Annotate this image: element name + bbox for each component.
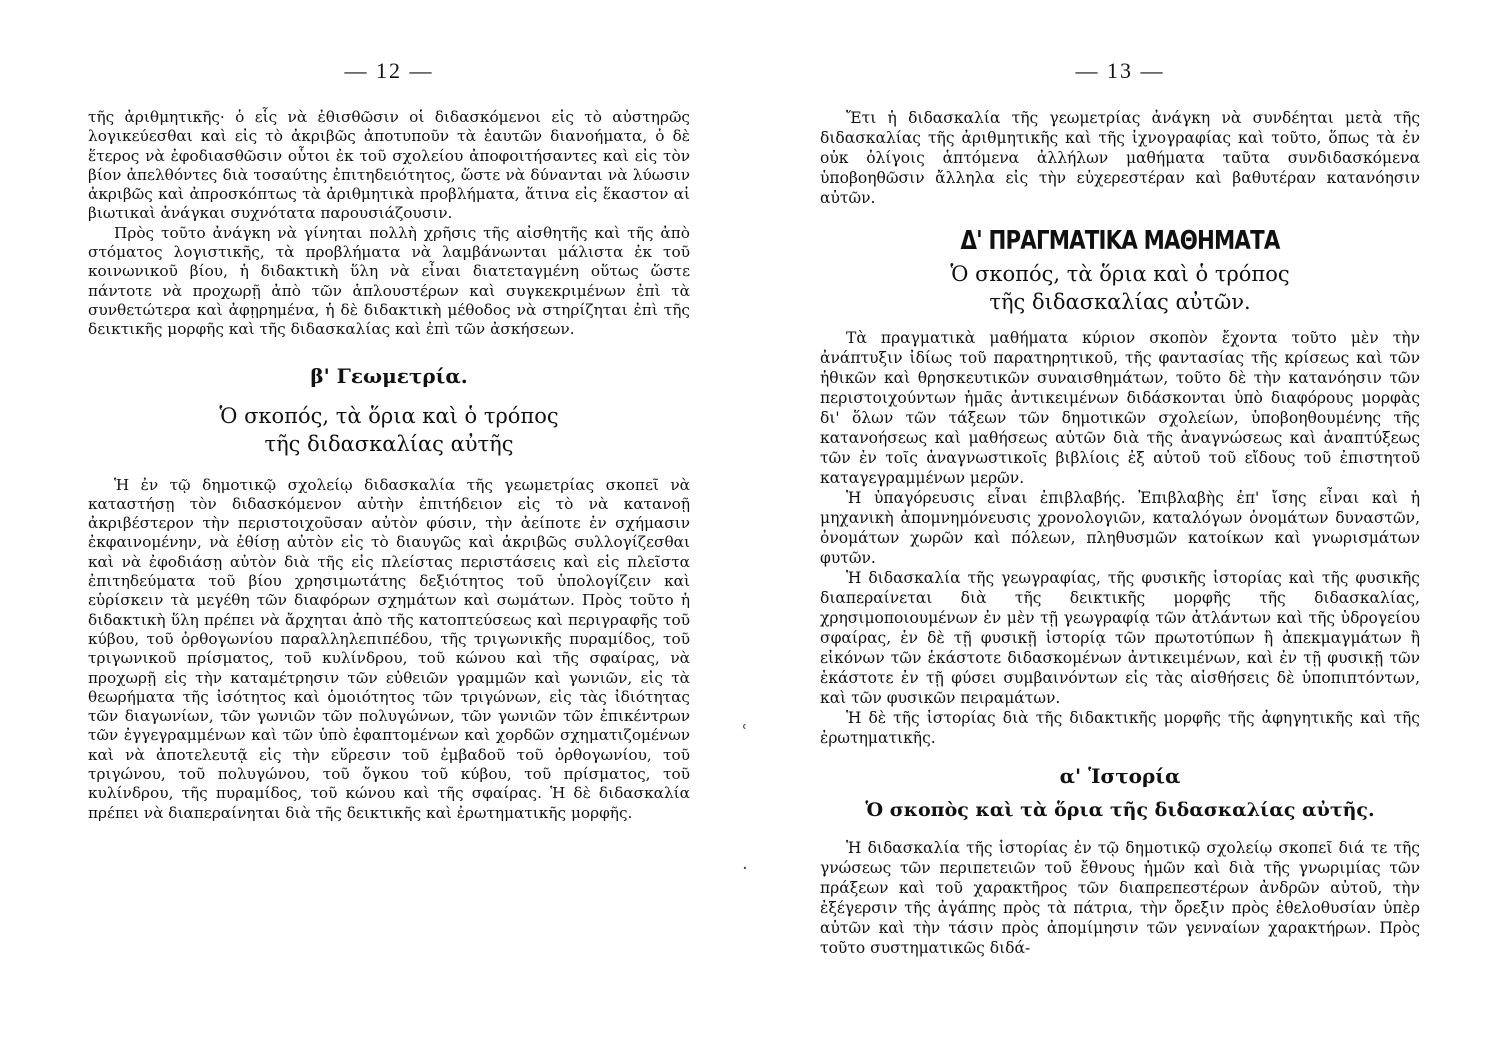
page-gutter: ʿ · bbox=[742, 722, 748, 879]
major-section-heading: Δ' ΠΡΑΓΜΑΤΙΚΑ ΜΑΘΗΜΑΤΑ bbox=[960, 226, 1280, 256]
right-page bbox=[750, 0, 1500, 1057]
right-paragraph-3: Ἡ ὑπαγόρευσις εἶναι ἐπιβλαβής. Ἐπιβλαβὴς ἐπ' ἴσης εἶναι καὶ ἡ μηχανικὴ ἀπομνημόνευσις χρονολογιῶν, καταλόγων ὀνομάτων δυναστῶν, ὀνομάτων χωρῶν καὶ πόλεων, πληθυσμῶν κατοίκων καὶ γνωρισμάτων φυτῶν. bbox=[820, 489, 1420, 567]
right-paragraph-5: Ἡ δὲ τῆς ἱστορίας διὰ τῆς διδακτικῆς μορφῆς τῆς ἀφηγητικῆς καὶ τῆς ἐρωτηματικῆς. bbox=[820, 709, 1420, 747]
left-paragraph-2: Πρὸς τοῦτο ἀνάγκη νὰ γίνηται πολλὴ χρῆσις τῆς αἰσθητῆς καὶ τῆς ἀπὸ στόματος λογιστικῆς, τὰ προβλήματα νὰ λαμβάνωνται μάλιστα ἐκ τοῦ κοινωνικοῦ βίου, ἡ διδακτικὴ ὕλη νὰ εἶναι διατεταγμένη οὕτως ὥστε πάντοτε νὰ προχωρῇ ἀπὸ τῶν ἁπλουστέρων καὶ συγκεκριμένων ἐπὶ τὰ συνθετώτερα καὶ ἀφῃρημένα, ἡ δὲ διδακτικὴ μέθοδος νὰ στηρίζηται ἐπὶ τῆς δεικτικῆς μορφῆς καὶ τῆς διδασκαλίας καὶ ἐπὶ τῶν ἀσκήσεων. bbox=[88, 223, 690, 339]
right-paragraph-1: Ἔτι ἡ διδασκαλία τῆς γεωμετρίας ἀνάγκη νὰ συνδέηται μετὰ τῆς διδασκαλίας τῆς ἀριθμητικῆς καὶ τῆς ἰχνογραφίας καὶ τοῦτο, ὅπως τὰ ἐν οὐκ ὀλίγοις ἁπτόμενα ἀλλήλων μαθήματα ταῦτα συνδιδασκόμενα ὑποβοηθῶσιν ἄλληλα εἰς τὴν εὐχερεστέραν καὶ βαθυτέραν κατανόησιν αὐτῶν. bbox=[820, 109, 1420, 207]
history-subheading: Ὁ σκοπὸς καὶ τὰ ὅρια τῆς διδασκαλίας αὐτῆς. bbox=[865, 799, 1375, 821]
real-lessons-subheading-line-2: τῆς διδασκαλίας αὐτῶν. bbox=[989, 290, 1251, 314]
left-paragraph-1: τῆς ἀριθμητικῆς· ὁ εἷς νὰ ἐθισθῶσιν οἱ διδασκόμενοι εἰς τὸ αὐστηρῶς λογικεύεσθαι καὶ εἰς τὸ ἀκριβῶς ἀποτυποῦν τὰ ἑαυτῶν διανοήματα, ὁ δὲ ἕτερος νὰ ἐφοδιασθῶσιν οὗτοι ἐκ τοῦ σχολείου ἀποφοιτήσαντες καὶ εἰς τὸν βίον ἀπελθόντες διὰ τοσαύτης ἐπιτηδειότητος, ὥστε νὰ δύνανται νὰ λύωσιν ἀκριβῶς καὶ ἀπροσκόπτως τὰ ἀριθμητικὰ προβλήματα, ἅτινα εἰς ἕκαστον αἱ βιωτικαὶ ἀνάγκαι συχνότατα παρουσιάζουσιν. bbox=[88, 108, 690, 223]
geometry-subheading-line-2: τῆς διδασκαλίας αὐτῆς bbox=[264, 431, 514, 456]
real-lessons-subheading-line-1: Ὁ σκοπός, τὰ ὅρια καὶ ὁ τρόπος bbox=[950, 262, 1290, 286]
right-paragraph-4: Ἡ διδασκαλία τῆς γεωγραφίας, τῆς φυσικῆς ἱστορίας καὶ τῆς φυσικῆς διαπεραίνεται διὰ τῆς δεικτικῆς μορφῆς τῆς διδασκαλίας, χρησιμοποιουμένων ἐν μὲν τῇ γεωγραφίᾳ τῶν ἀτλάντων καὶ τῆς ὑδρογείου σφαίρας, ἐν δὲ τῇ φυσικῇ ἱστορίᾳ τῶν πρωτοτύπων ἢ ἀπεκμαγμάτων ἢ εἰκόνων τῶν ἑκάστοτε διδασκομένων ἀντικειμένων, καὶ ἐν τῇ φυσικῇ τῶν ἑκάστοτε ἐν τῇ φύσει συμβαινόντων εἰς τὰς αἰσθήσεις δὲ ὑποπιπτόντων, καὶ τῶν φυσικῶν πειραμάτων. bbox=[820, 569, 1420, 707]
geometry-heading: β' Γεωμετρία. bbox=[310, 363, 468, 388]
page-number-left: — 12 — bbox=[344, 58, 434, 83]
geometry-subheading bbox=[118, 402, 660, 458]
right-paragraph-6: Ἡ διδασκαλία τῆς ἱστορίας ἐν τῷ δημοτικῷ σχολείῳ σκοπεῖ διά τε τῆς γνώσεως τῶν περιπετειῶν τοῦ ἔθνους ἡμῶν καὶ διὰ τῆς γνωριμίας τῶν πράξεων καὶ τοῦ χαρακτῆρος τῶν διαπρεπεστέρων ἀνδρῶν αὐτοῦ, τὴν ἐξέγερσιν τῆς ἀγάπης πρὸς τὰ πάτρια, τὴν ὄρεξιν πρὸς ἐθελοθυσίαν ὑπὲρ αὐτῶν καὶ τὴν τάσιν πρὸς ἀπομίμησιν τῶν γενναίων χαρακτήρων. Πρὸς τοῦτο συστηματικῶς διδά- bbox=[820, 839, 1420, 957]
left-paragraph-3: Ἡ ἐν τῷ δημοτικῷ σχολείῳ διδασκαλία τῆς γεωμετρίας σκοπεῖ νὰ καταστήσῃ τὸν διδασκόμενον αὐτὴν ἐπιτήδειον εἰς τὸ νὰ κατανοῇ ἀκριβέστερον τὴν περιστοιχοῦσαν αὐτὸν φύσιν, τὴν ἀείποτε ἐν σχήμασιν ἐκφαινομένην, νὰ ἐθίσῃ αὐτὸν εἰς τὸ διαυγῶς καὶ ἀκριβῶς συλλογίζεσθαι καὶ νὰ ἐφοδιάσῃ αὐτὸν διὰ τῆς εἰς πλείστας περιστάσεις καὶ εἰς πλεῖστα ἐπιτηδεύματα τοῦ βίου χρησιμωτάτης δεξιότητος τοῦ ὑπολογίζειν καὶ εὑρίσκειν τὰ μεγέθη τῶν διαφόρων σχημάτων καὶ σωμάτων. Πρὸς τοῦτο ἡ διδακτικὴ ὕλη πρέπει νὰ ἄρχηται ἀπὸ τῆς κατοπτεύσεως καὶ περιγραφῆς τοῦ κύβου, τοῦ ὀρθογωνίου παραλληλεπιπέδου, τῆς τριγωνικῆς πυραμίδος, τοῦ τριγωνικοῦ πρίσματος, τοῦ κυλίνδρου, τοῦ κώνου καὶ τῆς σφαίρας, νὰ προχωρῇ εἰς τὴν καταμέτρησιν τῶν εὐθειῶν γραμμῶν καὶ γωνιῶν, εἰς τὰ θεωρήματα τῆς ἰσότητος καὶ ὁμοιότητος τῶν τριγώνων, εἰς τὰς ἰδιότητας τῶν διαγωνίων, τῶν γωνιῶν τῶν πολυγώνων, τῶν γωνιῶν τῶν ἐπικέντρων τῶν ἐγγεγραμμένων καὶ τῶν ὑπὸ ἐφαπτομένων καὶ χορδῶν σχηματιζομένων καὶ νὰ ἀποτελευτᾷ εἰς τὴν εὕρεσιν τοῦ ἐμβαδοῦ τοῦ ὀρθογωνίου, τοῦ τριγώνου, τοῦ πολυγώνου, τοῦ ὄγκου τοῦ κύβου, τοῦ πρίσματος, τοῦ κυλίνδρου, τῆς πυραμίδος, τοῦ κώνου καὶ τῆς σφαίρας. Ἡ δὲ διδασκαλία πρέπει νὰ διαπεραίνηται διὰ τῆς δεικτικῆς καὶ ἐρωτηματικῆς μορφῆς. bbox=[88, 475, 690, 822]
history-heading: α' Ἱστορία bbox=[1059, 764, 1181, 788]
geometry-subheading-line-1: Ὁ σκοπός, τὰ ὅρια καὶ ὁ τρόπος bbox=[219, 403, 559, 428]
page-number-right: — 13 — bbox=[1075, 58, 1165, 83]
real-lessons-subheading bbox=[850, 260, 1390, 316]
right-paragraph-2: Τὰ πραγματικὰ μαθήματα κύριον σκοπὸν ἔχοντα τοῦτο μὲν τὴν ἀνάπτυξιν ἰδίως τοῦ παρατηρητικοῦ, τῆς φαντασίας τῆς κρίσεως καὶ τῶν ἠθικῶν καὶ θρησκευτικῶν συναισθημάτων, τοῦτο δὲ τὴν κατανόησιν τῶν περιστοιχούντων ἡμᾶς ἀντικειμένων διδάσκονται ὑπὸ διαφόρους μορφὰς δι' ὅλων τῶν τάξεων τῶν δημοτικῶν σχολείων, ὑποβοηθουμένης τῆς κατανοήσεως καὶ μαθήσεως αὐτῶν διὰ τῆς ἀναγνώσεως καὶ ἀναπτύξεως τῶν ἐν τοῖς ἀναγνωστικοῖς βιβλίοις ἐξ αὐτοῦ τοῦ εἴδους τοῦ ἐπιστητοῦ καταγεγραμμένων μερῶν. bbox=[820, 329, 1420, 487]
